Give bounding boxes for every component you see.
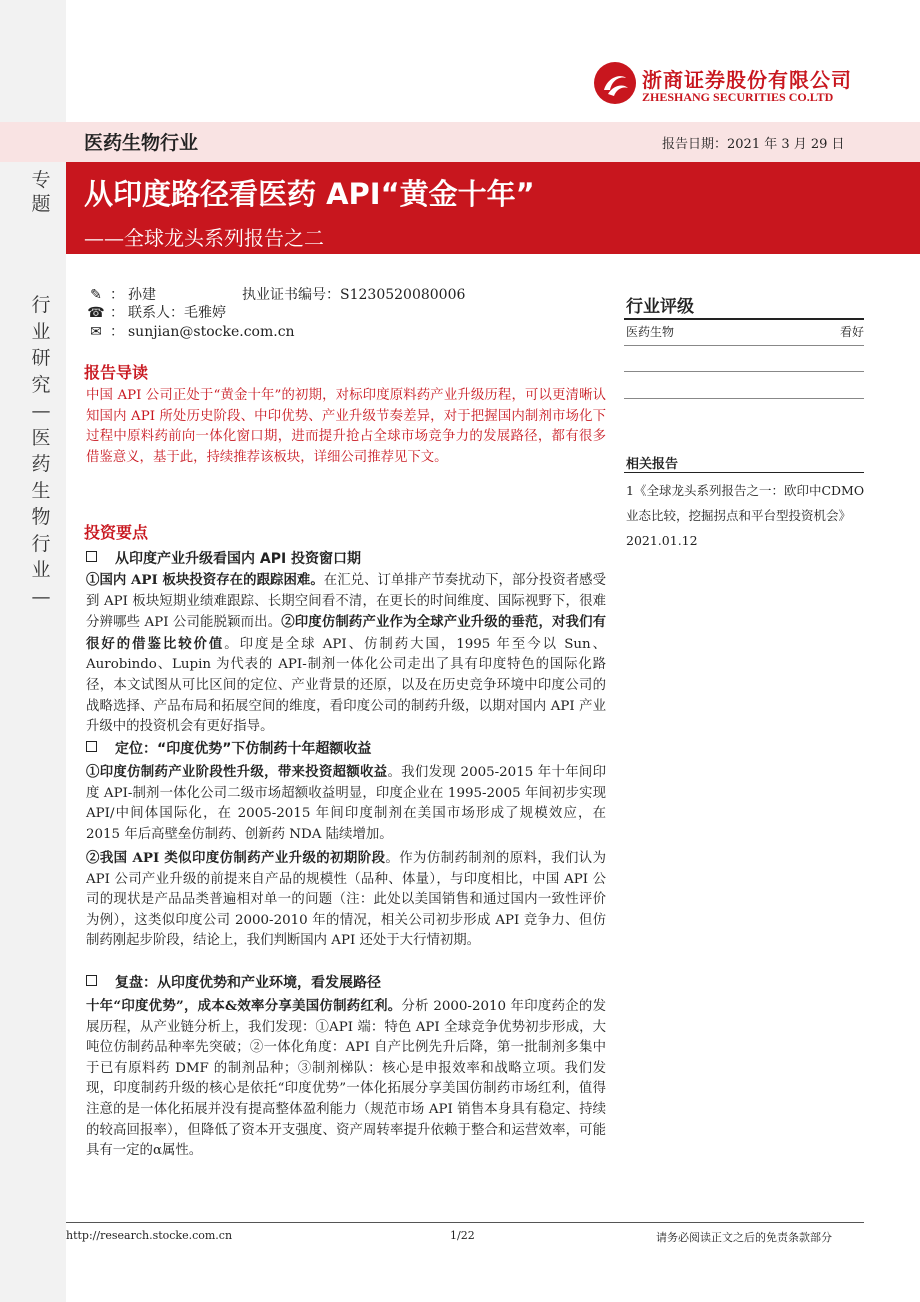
author-email[interactable]: sunjian@stocke.com.cn <box>128 324 295 340</box>
footer-disclaimer: 请务必阅读正文之后的免责条款部分 <box>656 1231 832 1244</box>
report-title: 从印度路径看医药 API“黄金十年” <box>84 177 535 211</box>
intro-text: 中国 API 公司正处于“黄金十年”的初期，对标印度原料药产业升级历程，可以更清晰认知国内 API 所处历史阶段、中印优势、产业升级节奏差异，对于把握国内制剂市场化下过程中原料药前向一体化窗口期，进而提升抢占全球市场竞争力的发展路径，都有很多借鉴意义，基于此，持续推荐该板块，详细公司推荐见下文。 <box>86 388 606 465</box>
email-row: ✉ ： sunjian@stocke.com.cn <box>86 321 295 341</box>
bullet-2: 定位：“印度优势”下仿制药十年超额收益 <box>86 738 371 758</box>
rating-divider <box>624 371 864 372</box>
rating-divider <box>624 398 864 399</box>
zheshang-logo-icon <box>594 62 636 104</box>
author-name: 孙建 <box>128 287 156 303</box>
intro-title: 报告导读 <box>84 363 149 382</box>
related-divider <box>624 472 864 473</box>
side-tag: 专题 <box>31 169 51 215</box>
pen-icon: ✎ <box>90 287 102 303</box>
rating-value: 看好 <box>839 325 864 339</box>
paragraph-3: ②我国 API 类似印度仿制药产业升级的初期阶段。作为仿制药制剂的原料，我们认为 API 公司产业升级的前提来自产品的规模性（品种、体量），与印度相比，中国 API 公司的现状是产品品类普遍相对单一的问题（注：此处以美国销售和通过国内一致性评价为例），这类似印度公司 2000-2010 年的情况，相关公司初步形成 API 竞争力、但仿制药刚起步阶段，结论上，我们判断国内 API 还处于大行情初期。 <box>86 850 607 949</box>
side-category: 行业研究—医药生物行业— <box>31 294 51 608</box>
rating-sector: 医药生物 <box>626 325 675 339</box>
contact-row: ☎ ： 联系人：毛雅婷 <box>87 305 226 321</box>
paragraph-2: ①印度仿制药产业阶段性升级，带来投资超额收益。我们发现 2005-2015 年十年间印度 API-制剂一体化公司二级市场超额收益明显，印度企业在 1995-2005 年间初步实现 API/中间体国际化，在 2005-2015 年间印度制剂在美国市场形成了规模效应，在 2015 年后高壁垒仿制药、创新药 NDA 陆续增加。 <box>86 764 607 842</box>
checkbox-icon <box>86 975 97 986</box>
industry-title: 医药生物行业 <box>84 132 199 154</box>
checkbox-icon <box>86 551 97 562</box>
license-label: 执业证书编号： <box>242 287 340 303</box>
paragraph-4: 十年“印度优势”，成本&效率分享美国仿制药红利。分析 2000-2010 年印度药企的发展历程，从产业链分析上，我们发现：①API 端：特色 API 全球竞争优势初步形成，大吨位仿制药品种率先突破；②一体化角度：API 自产比例先升后降，第一批制剂多集中于已有原料药 DMF 的制剂品种；③制剂梯队：核心是申报效率和战略立项。我们发现，印度制药升级的核心是依托“印度优势”一体化拓展分享美国仿制药市场红利，值得注意的是一体化拓展并没有提高整体盈利能力（规范市场 API 销售本身具有稳定、持续的较高回报率），但降低了资本开支强度、资产周转率提升依赖于整合和运营效率，可能具有一定的α属性。 <box>86 998 606 1159</box>
report-date: 报告日期：2021 年 3 月 29 日 <box>662 137 845 152</box>
footer-divider <box>66 1222 864 1223</box>
rating-divider <box>624 345 864 346</box>
phone-icon: ☎ <box>87 305 105 321</box>
bullet-3: 复盘：从印度优势和产业环境，看发展路径 <box>86 972 381 992</box>
rating-title: 行业评级 <box>626 297 694 317</box>
company-name-cn: 浙商证券股份有限公司 <box>642 68 852 92</box>
author-row: ✎ ： 孙建 执业证书编号：S1230520080006 <box>86 284 465 304</box>
paragraph-1: ①国内 API 板块投资存在的跟踪困难。在汇兑、订单排产节奏扰动下，部分投资者感受到 API 板块短期业绩难跟踪、长期空间看不清，在更长的时间维度、国际视野下，很难分辨哪些 API 公司能脱颖而出。②印度仿制药产业作为全球产业升级的垂范，对我们有很好的借鉴比较价值。印度是全球 API、仿制药大国，1995 年至今以 Sun、Aurobindo、Lupin 为代表的 API-制剂一体化公司走出了具有印度特色的国际化路径，本文试图从可比区间的定位、产业背景的还原，以及在历史竞争环境中印度公司的战略选择、产品布局和拓展空间的维度，看印度公司的制药升级，以期对国内 API 产业升级中的投资机会有更好指导。 <box>86 572 607 735</box>
page-number: 1/22 <box>450 1229 475 1242</box>
related-report-item[interactable]: 1《全球龙头系列报告之一：欧印中CDMO 业态比较，挖掘拐点和平台型投资机会》2021.01.12 <box>626 483 865 548</box>
checkbox-icon <box>86 741 97 752</box>
contact-person: 联系人：毛雅婷 <box>128 305 226 321</box>
related-reports-title: 相关报告 <box>626 457 679 472</box>
mail-icon: ✉ <box>90 324 102 340</box>
rating-row <box>626 323 864 340</box>
license-no: S1230520080006 <box>340 287 466 303</box>
rating-divider <box>624 318 864 320</box>
company-name-en: ZHESHANG SECURITIES CO.LTD <box>642 90 834 104</box>
company-logo <box>594 62 864 108</box>
invest-title: 投资要点 <box>84 523 149 542</box>
bullet-1: 从印度产业升级看国内 API 投资窗口期 <box>86 548 361 568</box>
footer-url[interactable]: http://research.stocke.com.cn <box>66 1229 233 1242</box>
report-subtitle: ——全球龙头系列报告之二 <box>84 226 324 250</box>
